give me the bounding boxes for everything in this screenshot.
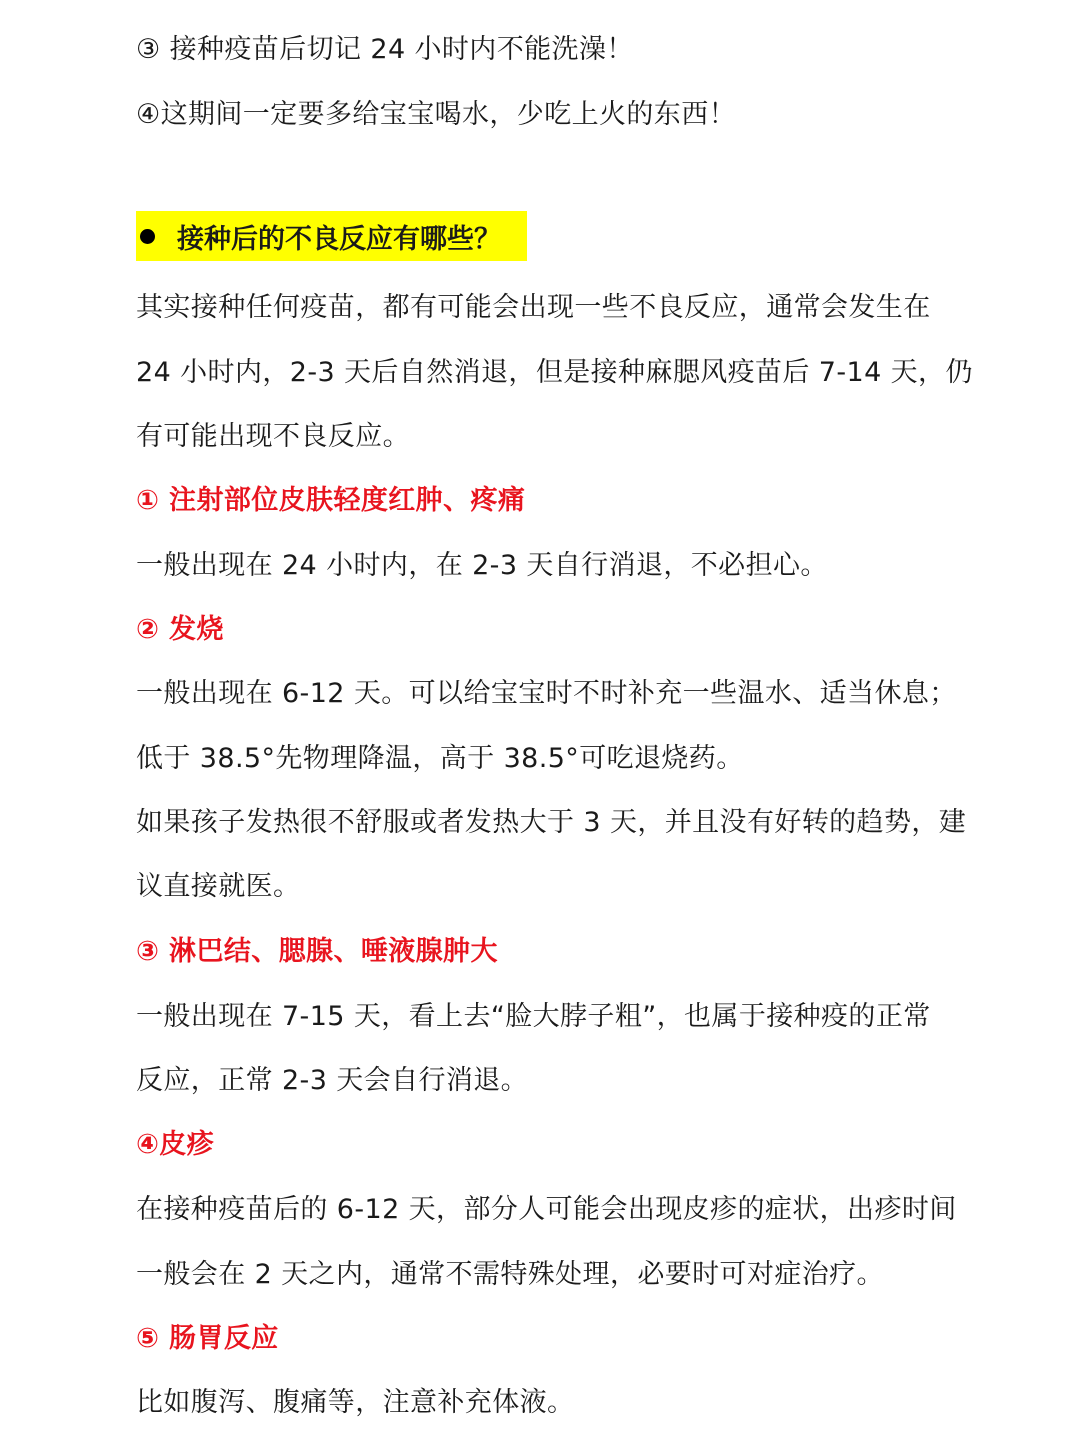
reaction-heading-3: ③ 淋巴结、腮腺、唾液腺肿大 xyxy=(136,936,498,967)
section-heading-text: 接种后的不良反应有哪些？ xyxy=(177,223,501,255)
reaction-heading-2: ② 发烧 xyxy=(136,614,224,645)
reaction-heading-5: ⑤ 肠胃反应 xyxy=(136,1323,279,1354)
bullet-icon xyxy=(140,229,155,244)
reaction-text-1: 一般出现在 24 小时内，在 2-3 天自行消退，不必担心。 xyxy=(136,550,828,581)
reaction-text-2c: 如果孩子发热很不舒服或者发热大于 3 天，并且没有好转的趋势，建 xyxy=(136,807,967,838)
tip-item-3: ③ 接种疫苗后切记 24 小时内不能洗澡！ xyxy=(136,34,634,65)
reaction-text-3a: 一般出现在 7-15 天，看上去“脸大脖子粗”，也属于接种疫的正常 xyxy=(136,1001,931,1032)
reaction-text-2b: 低于 38.5°先物理降温，高于 38.5°可吃退烧药。 xyxy=(136,743,744,774)
reaction-text-3b: 反应，正常 2-3 天会自行消退。 xyxy=(136,1065,529,1096)
tip-item-4: ④这期间一定要多给宝宝喝水，少吃上火的东西！ xyxy=(136,99,737,130)
reaction-text-4a: 在接种疫苗后的 6-12 天，部分人可能会出现皮疹的症状，出疹时间 xyxy=(136,1194,957,1225)
reaction-heading-4: ④皮疹 xyxy=(136,1129,215,1160)
intro-line-1: 其实接种任何疫苗，都有可能会出现一些不良反应，通常会发生在 xyxy=(136,292,931,323)
reaction-text-2d: 议直接就医。 xyxy=(136,871,301,902)
reaction-text-2a: 一般出现在 6-12 天。可以给宝宝时不时补充一些温水、适当休息； xyxy=(136,678,957,709)
reaction-heading-1: ① 注射部位皮肤轻度红肿、疼痛 xyxy=(136,485,526,516)
intro-line-2: 24 小时内，2-3 天后自然消退，但是接种麻腮风疫苗后 7-14 天，仍 xyxy=(136,357,973,388)
section-heading xyxy=(136,211,527,261)
reaction-text-4b: 一般会在 2 天之内，通常不需特殊处理，必要时可对症治疗。 xyxy=(136,1259,884,1290)
intro-line-3: 有可能出现不良反应。 xyxy=(136,421,410,452)
reaction-text-5: 比如腹泻、腹痛等，注意补充体液。 xyxy=(136,1387,575,1418)
